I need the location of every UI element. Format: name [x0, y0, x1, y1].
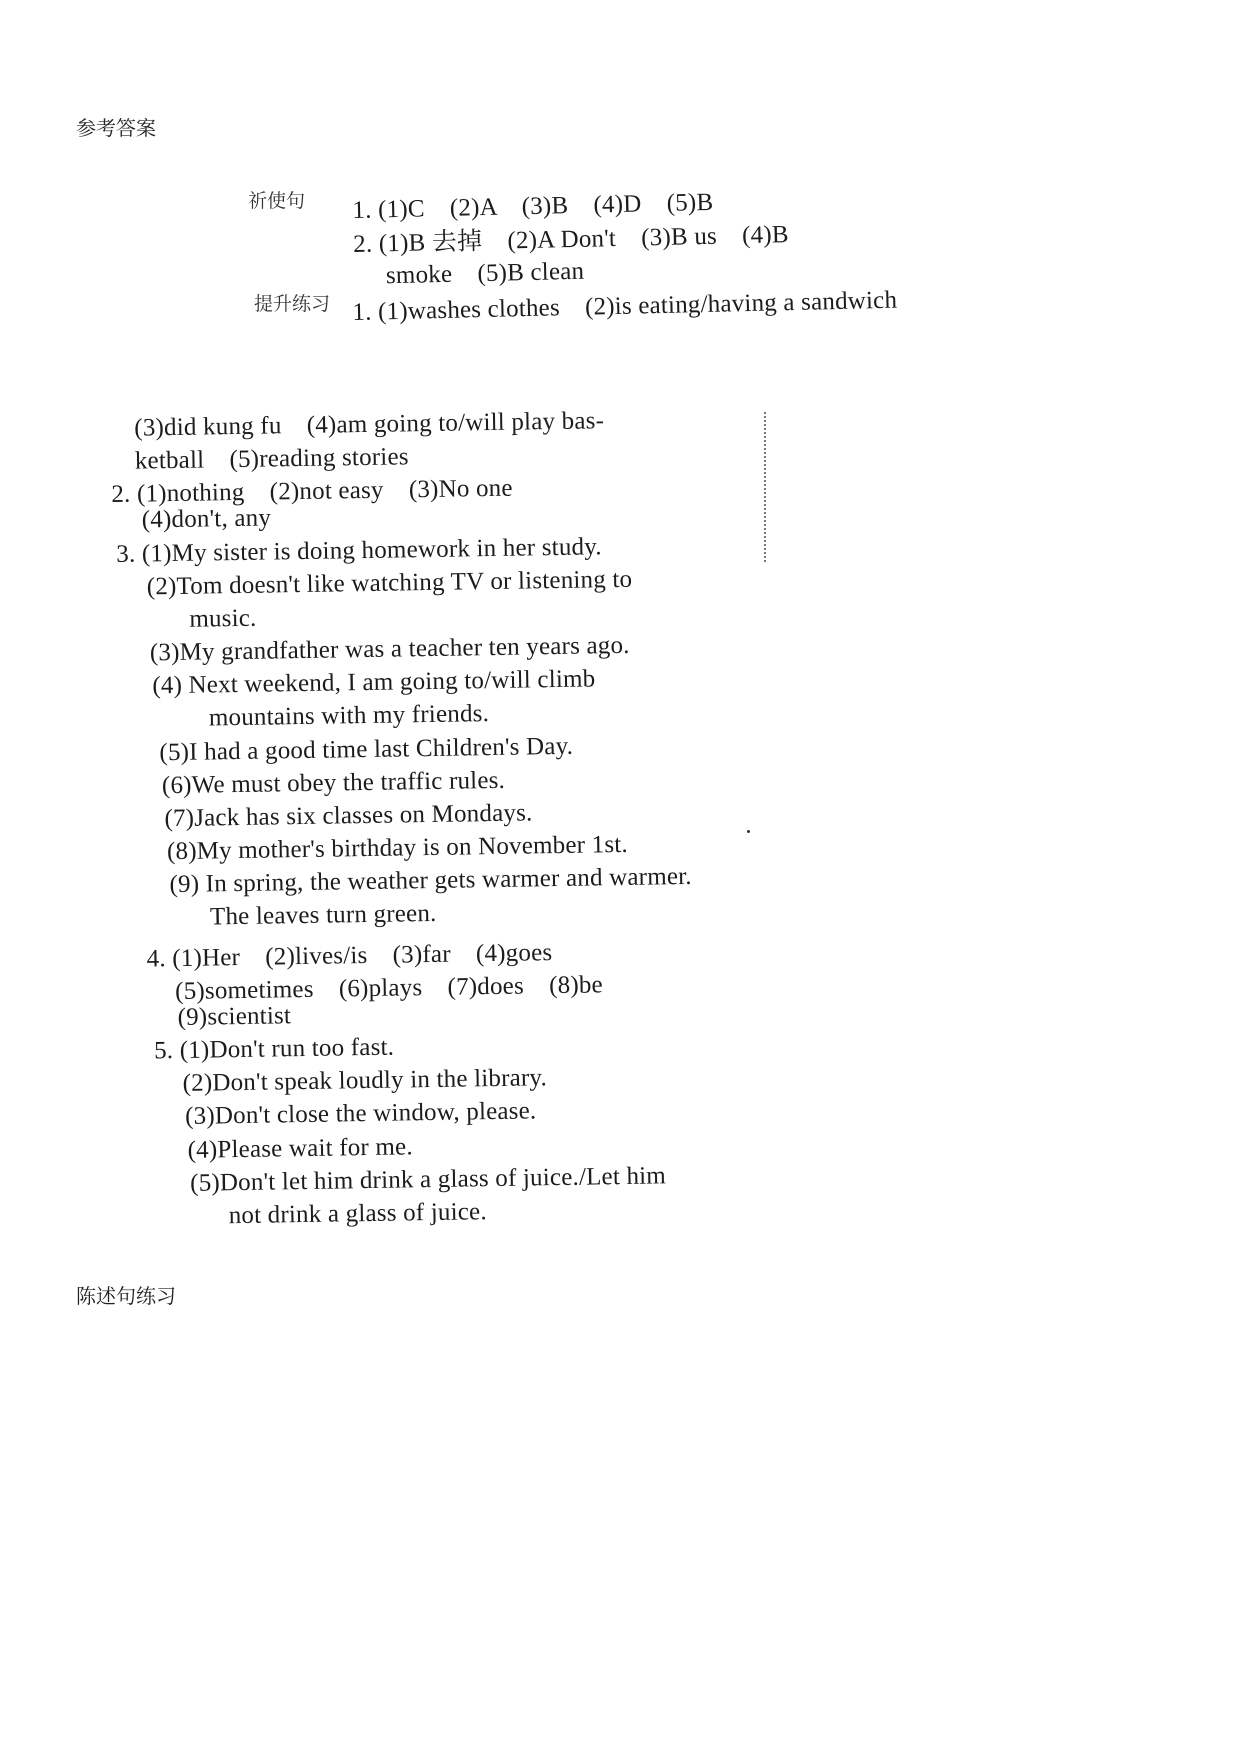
answer-line: The leaves turn green. — [209, 899, 437, 931]
answer-line: (3)Don't close the window, please. — [184, 1097, 537, 1130]
answer-line: not drink a glass of juice. — [228, 1198, 488, 1230]
answer-line: 1. (1)washes clothes (2)is eating/having a sandwich — [352, 286, 898, 326]
answer-line: (6)We must obey the traffic rules. — [161, 766, 506, 800]
answer-line: music. — [189, 604, 257, 633]
answer-line: (8)My mother's birthday is on November 1st. — [166, 830, 629, 866]
scan-speck — [747, 830, 750, 833]
section-label-imperative: 祈使句 — [248, 190, 306, 212]
answer-line: (2)Don't speak loudly in the library. — [182, 1064, 548, 1097]
answer-line: 1. (1)C (2)A (3)B (4)D (5)B — [352, 188, 714, 224]
page-title: 参考答案 — [76, 116, 156, 140]
answer-line: (5)sometimes (6)plays (7)does (8)be — [174, 971, 604, 1006]
answer-line: 4. (1)Her (2)lives/is (3)far (4)goes — [146, 939, 553, 973]
footer-title: 陈述句练习 — [76, 1284, 176, 1308]
answer-line: 3. (1)My sister is doing homework in her study. — [116, 533, 602, 568]
answer-line: 5. (1)Don't run too fast. — [153, 1033, 395, 1065]
answer-line: (4) Next weekend, I am going to/will climb — [152, 665, 596, 700]
section-label-practice: 提升练习 — [254, 293, 331, 315]
answer-line: (4)don't, any — [141, 504, 272, 534]
answer-line: (3)did kung fu (4)am going to/will play bas- — [134, 407, 605, 442]
answer-line: mountains with my friends. — [208, 700, 490, 732]
answer-line: 2. (1)nothing (2)not easy (3)No one — [111, 474, 513, 508]
answer-line: (5)Don't let him drink a glass of juice./Let him — [189, 1162, 667, 1197]
answer-line: (9)scientist — [177, 1002, 292, 1032]
answer-line: (4)Please wait for me. — [187, 1133, 414, 1164]
answer-line: smoke (5)B clean — [385, 257, 585, 290]
answer-line: ketball (5)reading stories — [134, 443, 409, 475]
answer-line: (9) In spring, the weather gets warmer and warmer. — [169, 862, 692, 899]
answer-line: 2. (1)B 去掉 (2)A Don't (3)B us (4)B — [352, 221, 790, 258]
answer-line: (2)Tom doesn't like watching TV or listening to — [146, 565, 633, 601]
answer-line: (5)I had a good time last Children's Day. — [159, 732, 574, 767]
answer-line: (3)My grandfather was a teacher ten years ago. — [149, 631, 630, 667]
answer-line: (7)Jack has six classes on Mondays. — [164, 799, 533, 833]
scan-divider — [764, 412, 766, 562]
